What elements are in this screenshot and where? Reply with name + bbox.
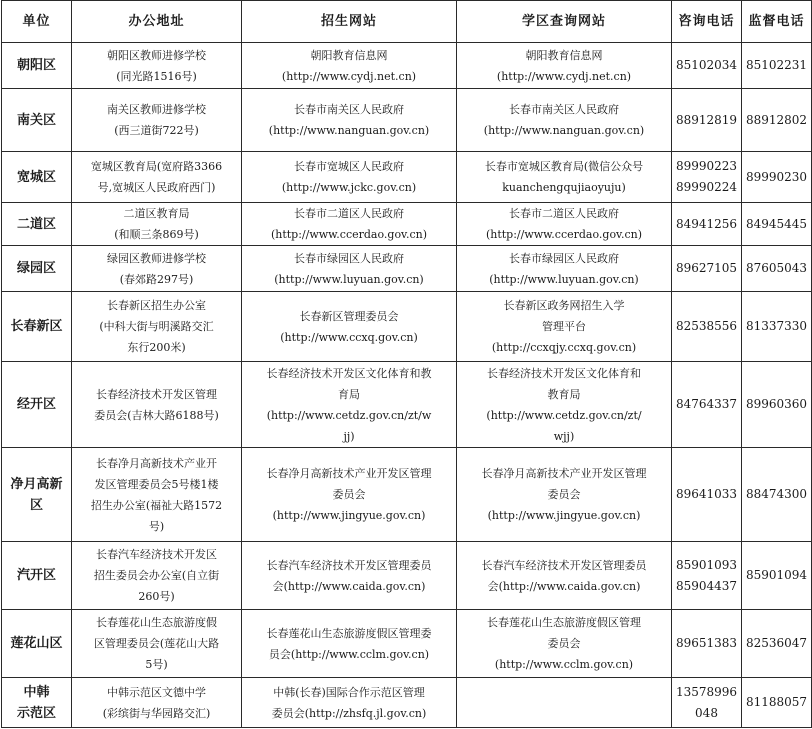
address-line: 招生办公室(福祉大路1572 [90,498,223,512]
district-lookup-website-line: 教育局 [547,387,581,401]
address-cell [72,246,242,292]
address-line: 5号) [145,658,168,671]
consult-phone-line: 82538556 [675,319,738,333]
consult-phone-cell [672,152,742,203]
unit-cell [2,152,72,203]
unit-cell [2,246,72,292]
consult-phone-line: 89990223 [675,159,738,173]
supervise-phone-line: 81188057 [745,695,808,709]
address-cell [72,203,242,246]
unit-line: 示范区 [16,705,56,721]
district-lookup-website-line: 长春莲花山生态旅游度假区管理 [487,616,641,629]
supervise-phone-cell [742,362,812,448]
enrollment-website-line: (http://www.jingyue.gov.cn) [272,509,426,522]
address-line: (中科大街与明溪路交汇 [99,320,214,333]
unit-cell [2,89,72,152]
address-cell [72,152,242,203]
table-row [2,448,812,542]
unit-line: 区 [29,497,43,513]
supervise-phone-cell [742,542,812,610]
table-row [2,678,812,728]
district-lookup-website-line: (http://www.cetdz.gov.cn/zt/ [486,408,642,422]
consult-phone-cell [672,448,742,542]
address-cell [72,542,242,610]
enrollment-website-cell [242,203,457,246]
address-line: 长春莲花山生态旅游度假 [96,616,217,629]
table-body [2,43,812,728]
consult-phone-cell [672,542,742,610]
enrollment-website-line: (http://www.cydj.net.cn) [281,69,417,83]
address-cell [72,362,242,448]
table-row [2,246,812,292]
address-line: 南关区教师进修学校 [107,103,206,116]
district-lookup-website-line: (http://www.ccerdao.gov.cn) [485,228,643,241]
supervise-phone-line: 88912802 [745,112,808,127]
district-lookup-website-cell [457,246,672,292]
enrollment-website-line: 长春汽车经济技术开发区管理委员 [266,558,432,572]
unit-cell [2,362,72,448]
unit-cell [2,448,72,542]
district-lookup-website-line: 会(http://www.caida.gov.cn) [487,579,641,593]
unit-line: 宽城区 [16,169,56,185]
table-row [2,152,812,203]
supervise-phone-cell [742,610,812,678]
supervise-phone-cell [742,678,812,728]
address-cell [72,292,242,362]
address-line: 号) [148,519,165,533]
enrollment-website-cell [242,246,457,292]
unit-cell [2,292,72,362]
address-line: 长春净月高新技术产业开 [96,456,217,470]
district-lookup-website-line: kuanchengqujiaoyuju) [502,181,626,194]
consult-phone-cell [672,292,742,362]
district-lookup-website-line: 朝阳教育信息网 [525,48,603,62]
supervise-phone-line: 81337330 [745,319,808,333]
consult-phone-cell [672,89,742,152]
unit-cell [2,542,72,610]
table-row [2,610,812,678]
table-row [2,542,812,610]
consult-phone-cell [672,43,742,89]
consult-phone-cell [672,203,742,246]
consult-phone-cell [672,678,742,728]
table-row [2,43,812,89]
address-line: 招生委员会办公室(自立街 [93,569,220,582]
address-cell [72,448,242,542]
header-consult-phone: 咨询电话 [672,1,742,43]
supervise-phone-line: 84945445 [745,216,808,231]
enrollment-website-line: (http://www.ccxq.gov.cn) [280,330,418,344]
enrollment-website-line: (http://www.cetdz.gov.cn/zt/w [266,408,432,422]
district-lookup-website-line: 长春新区政务网招生入学 [503,299,625,312]
district-lookup-website-line: (http://www.nanguan.gov.cn) [483,124,645,137]
unit-cell [2,43,72,89]
address-line: (同光路1516号) [116,69,197,83]
address-line: (西三道街722号) [114,124,199,137]
enrollment-website-line: 会(http://www.caida.gov.cn) [272,579,426,593]
address-line: 区管理委员会(莲花山大路 [93,637,220,650]
consult-phone-line: 84764337 [675,397,738,411]
address-line: 发区管理委员会5号楼1楼 [94,477,219,491]
district-lookup-website-line: (http://www.luyuan.gov.cn) [489,272,639,286]
district-lookup-website-cell [457,610,672,678]
enrollment-website-line: 长春市绿园区人民政府 [294,251,404,265]
enrollment-website-line: (http://www.luyuan.gov.cn) [274,272,424,286]
table-row [2,362,812,448]
district-lookup-website-line: 长春市二道区人民政府 [509,207,619,220]
address-line: 委员会(吉林大路6188号) [94,408,219,422]
district-lookup-website-cell [457,89,672,152]
consult-phone-line: 84941256 [675,216,738,231]
address-line: 长春新区招生办公室 [107,299,206,312]
enrollment-website-line: 长春净月高新技术产业开发区管理 [266,467,432,480]
unit-line: 中韩 [23,684,50,700]
unit-line: 净月高新 [10,476,63,492]
district-lookup-website-cell [457,152,672,203]
address-cell [72,678,242,728]
enrollment-website-line: 委员会(http://zhsfq.jl.gov.cn) [271,706,427,720]
enrollment-website-line: 长春经济技术开发区文化体育和教 [266,366,432,380]
supervise-phone-line: 82536047 [745,636,808,650]
address-line: 绿园区教师进修学校 [107,251,206,265]
address-cell [72,89,242,152]
enrollment-website-line: 长春市南关区人民政府 [294,103,404,116]
consult-phone-line: 85102034 [675,58,738,72]
header-office-address: 办公地址 [72,1,242,43]
enrollment-website-cell [242,43,457,89]
supervise-phone-cell [742,203,812,246]
address-line: 长春经济技术开发区管理 [96,387,217,401]
enrollment-website-line: (http://www.ccerdao.gov.cn) [270,228,428,241]
district-lookup-website-line: 长春净月高新技术产业开发区管理 [481,467,647,480]
unit-line: 南关区 [16,112,56,128]
supervise-phone-line: 88474300 [745,487,808,501]
table-row [2,89,812,152]
district-lookup-website-line: 长春市南关区人民政府 [509,103,619,116]
enrollment-website-line: 长春市宽城区人民政府 [294,160,404,173]
district-lookup-website-line: (http://www.cydj.net.cn) [496,69,632,83]
supervise-phone-cell [742,292,812,362]
header-supervise-phone: 监督电话 [742,1,812,43]
unit-cell [2,610,72,678]
supervise-phone-cell [742,246,812,292]
enrollment-website-line: 长春市二道区人民政府 [294,207,404,220]
district-lookup-website-line: 长春市宽城区教育局(微信公众号 [484,160,644,173]
district-lookup-website-line: 委员会 [547,488,581,501]
district-lookup-website-cell [457,678,672,728]
district-lookup-website-line: (http://www.cclm.gov.cn) [494,658,634,671]
enrollment-website-line: (http://www.nanguan.gov.cn) [268,124,430,137]
unit-line: 汽开区 [16,568,56,583]
table-row [2,203,812,246]
district-lookup-website-cell [457,542,672,610]
consult-phone-line: 85904437 [675,578,738,593]
unit-line: 朝阳区 [16,58,56,73]
supervise-phone-line: 85901094 [745,568,808,582]
supervise-phone-line: 89960360 [745,397,808,411]
consult-phone-line: 13578996 [675,684,738,699]
enrollment-website-cell [242,448,457,542]
supervise-phone-cell [742,43,812,89]
unit-line: 经开区 [16,397,56,412]
address-line: 260号) [138,590,175,603]
address-line: 号,宽城区人民政府西门) [97,181,216,194]
consult-phone-line: 89651383 [675,636,738,650]
header-row [2,1,812,43]
address-line: 二道区教育局 [123,207,190,220]
enrollment-website-line: 委员会 [332,488,366,501]
enrollment-website-line: 中韩(长春)国际合作示范区管理 [273,685,425,699]
enrollment-website-cell [242,362,457,448]
enrollment-website-cell [242,152,457,203]
consult-phone-line: 89627105 [675,261,738,275]
consult-phone-cell [672,610,742,678]
address-line: 中韩示范区文德中学 [107,685,206,699]
district-lookup-website-line: 长春经济技术开发区文化体育和 [487,366,641,380]
unit-line: 二道区 [16,216,56,232]
enrollment-website-cell [242,678,457,728]
consult-phone-line: 88912819 [675,112,738,127]
unit-line: 绿园区 [16,261,56,276]
address-line: 朝阳区教师进修学校 [107,48,206,62]
enrollment-website-cell [242,542,457,610]
enrollment-website-cell [242,89,457,152]
enrollment-website-line: 育局 [338,387,360,401]
address-line: 东行200米) [127,341,186,354]
enrollment-website-line: 长春新区管理委员会 [299,309,399,323]
supervise-phone-cell [742,448,812,542]
district-lookup-website-cell [457,292,672,362]
supervise-phone-line: 89990230 [745,169,808,184]
address-cell [72,610,242,678]
district-lookup-website-line: 管理平台 [542,320,586,333]
unit-line: 莲花山区 [10,636,63,651]
district-lookup-website-cell [457,448,672,542]
unit-cell [2,203,72,246]
address-line: 宽城区教育局(宽府路3366 [90,160,223,173]
supervise-phone-line: 85102231 [745,58,808,72]
admissions-contact-table [1,0,812,728]
consult-phone-line: 048 [695,705,718,720]
unit-line: 长春新区 [10,319,63,334]
supervise-phone-line: 87605043 [745,261,808,275]
header-unit: 单位 [2,1,72,43]
address-line: (和顺三条869号) [114,228,199,241]
district-lookup-website-line: (http://www.jingyue.gov.cn) [487,509,641,522]
enrollment-website-cell [242,610,457,678]
district-lookup-website-line: (http://ccxqjy.ccxq.gov.cn) [491,341,637,354]
address-cell [72,43,242,89]
header-district-lookup-website: 学区查询网站 [457,1,672,43]
address-line: (春郊路297号) [119,272,194,286]
district-lookup-website-line: 长春汽车经济技术开发区管理委员 [481,558,647,572]
enrollment-website-line: 长春莲花山生态旅游度假区管理委 [266,626,432,640]
address-line: 长春汽车经济技术开发区 [96,548,217,561]
enrollment-website-line: (http://www.jckc.gov.cn) [281,181,417,194]
district-lookup-website-line: 委员会 [547,637,581,650]
enrollment-website-line: jj) [343,429,355,443]
supervise-phone-cell [742,152,812,203]
consult-phone-line: 85901093 [675,557,738,572]
district-lookup-website-line: wjj) [553,429,575,443]
consult-phone-line: 89990224 [675,180,738,194]
district-lookup-website-line: 长春市绿园区人民政府 [509,251,619,265]
enrollment-website-cell [242,292,457,362]
district-lookup-website-cell [457,43,672,89]
consult-phone-cell [672,362,742,448]
consult-phone-line: 89641033 [675,487,738,501]
header-enrollment-website: 招生网站 [242,1,457,43]
enrollment-website-line: 朝阳教育信息网 [310,48,388,62]
district-lookup-website-cell [457,203,672,246]
table-row [2,292,812,362]
supervise-phone-cell [742,89,812,152]
district-lookup-website-cell [457,362,672,448]
address-line: (彩缤街与华园路交汇) [102,706,211,720]
consult-phone-cell [672,246,742,292]
unit-cell [2,678,72,728]
enrollment-website-line: 员会(http://www.cclm.gov.cn) [268,647,430,661]
